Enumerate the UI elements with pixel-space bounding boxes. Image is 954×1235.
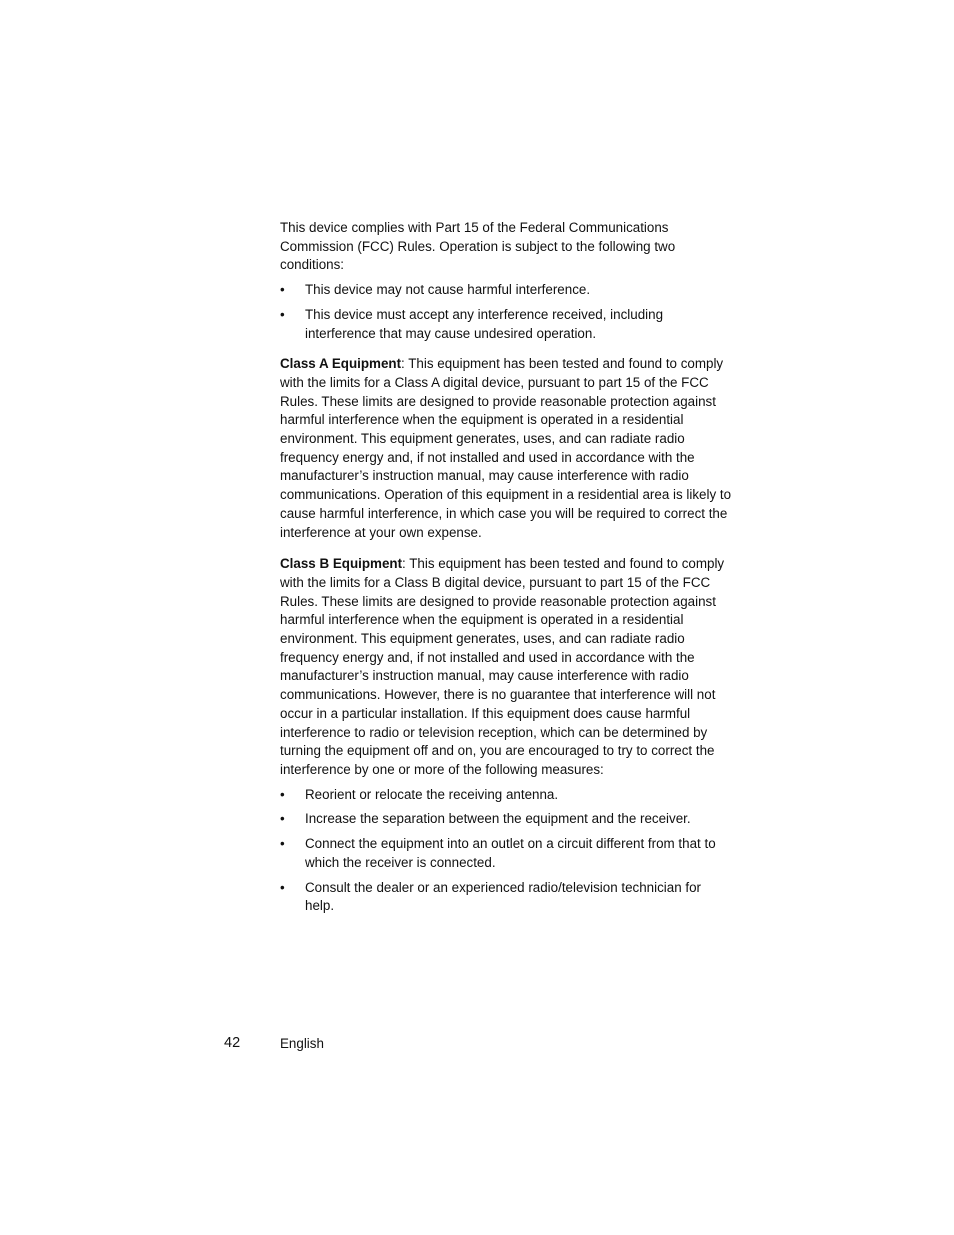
- page-number: 42: [224, 1035, 241, 1051]
- class-a-text: : This equipment has been tested and found to comply with the limits for a Class A digital device, pursuant to part 15 of the FCC Rules. These limits are designed to provide reasonable protection against harmful interference when the equipment is operated in a residential environment. This equipment generates, uses, and can radiate radio frequency energy and, if not installed and used in accordance with the manufacturer’s instruction manual, may cause interference with radio communications. Operation of this equipment in a residential area is likely to cause harmful interference, in which case you will be required to correct the interference at your own expense.: [280, 356, 732, 540]
- list-item-text: This device must accept any interference received, including interference that may cause undesired operation.: [305, 306, 664, 341]
- list-item: [280, 786, 732, 805]
- bullet-icon: •: [280, 836, 285, 852]
- class-a-heading: Class A Equipment: [280, 356, 402, 372]
- bullet-icon: •: [280, 879, 285, 895]
- list-item-text: Consult the dealer or an experienced radio/television technician for help.: [305, 879, 702, 914]
- conditions-list: [280, 281, 732, 343]
- page-footer: [0, 1034, 954, 1054]
- list-item: [280, 281, 732, 300]
- document-body: [280, 219, 732, 922]
- list-item: [280, 835, 732, 872]
- footer-language: English: [280, 1036, 324, 1051]
- list-item-text: Increase the separation between the equipment and the receiver.: [305, 811, 691, 827]
- list-item-text: Reorient or relocate the receiving antenna.: [305, 786, 559, 802]
- bullet-icon: •: [280, 306, 285, 322]
- class-b-heading: Class B Equipment: [280, 556, 403, 572]
- intro-paragraph: This device complies with Part 15 of the Federal Communications Commission (FCC) Rules. Operation is subject to the following two conditions:: [280, 220, 676, 273]
- class-b-text: : This equipment has been tested and found to comply with the limits for a Class B digital device, pursuant to part 15 of the FCC Rules. These limits are designed to provide reasonable protection against harmful interference when the equipment is operated in a residential environment. This equipment generates, uses, and can radiate radio frequency energy and, if not installed and used in accordance with the manufacturer’s instruction manual, may cause interference with radio communications. However, there is no guarantee that interference will not occur in a particular installation. If this equipment does cause harmful interference to radio or television reception, which can be determined by turning the equipment off and on, you are encouraged to try to correct the interference by one or more of the following measures:: [280, 556, 725, 777]
- bullet-icon: •: [280, 811, 285, 827]
- class-b-paragraph: [280, 555, 732, 779]
- list-item: [280, 810, 732, 829]
- measures-list: [280, 786, 732, 916]
- bullet-icon: •: [280, 282, 285, 298]
- list-item-text: This device may not cause harmful interference.: [305, 282, 591, 298]
- class-a-paragraph: [280, 355, 732, 542]
- list-item: [280, 306, 732, 343]
- list-item-text: Connect the equipment into an outlet on a circuit different from that to which the receiver is connected.: [305, 836, 716, 870]
- list-item: [280, 879, 732, 916]
- bullet-icon: •: [280, 786, 285, 802]
